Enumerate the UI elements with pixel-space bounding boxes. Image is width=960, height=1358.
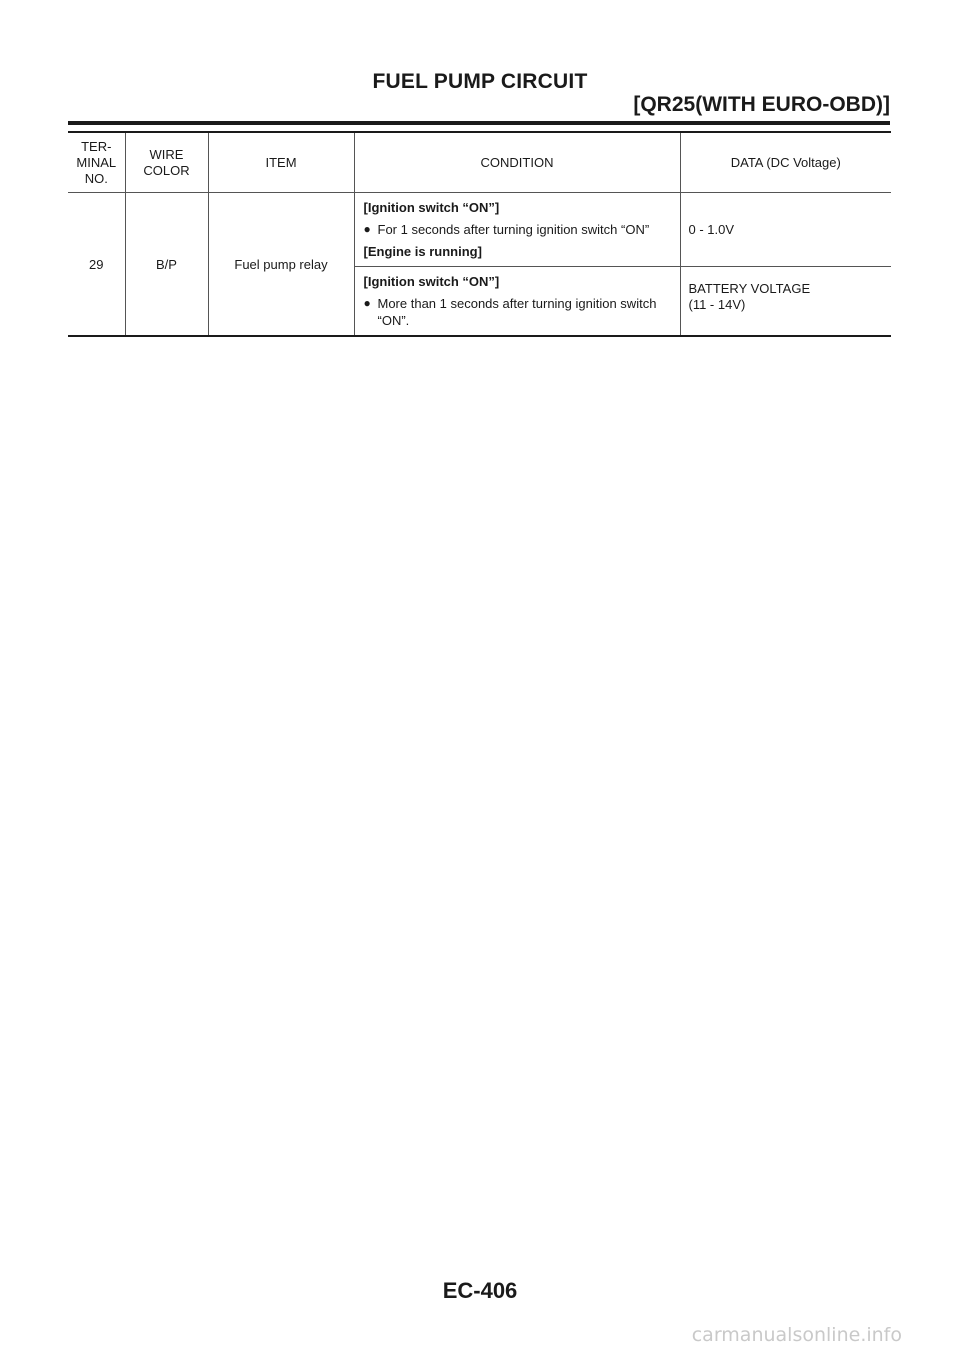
condition-heading: [Ignition switch “ON”] (363, 200, 500, 215)
header-condition: CONDITION (354, 132, 680, 193)
condition-bullet: ● More than 1 seconds after turning ignition switch “ON”. (363, 296, 657, 328)
data-value: BATTERY VOLTAGE (11 - 14V) (680, 267, 891, 337)
condition-bullet: ● For 1 seconds after turning ignition switch “ON” (363, 222, 650, 237)
condition-heading-2: [Engine is running] (363, 244, 482, 259)
section-subtitle: [QR25(WITH EURO-OBD)] (633, 93, 890, 116)
header-terminal-no: TER- MINAL NO. (68, 132, 125, 193)
page-number: EC-406 (442, 1278, 518, 1303)
terminal-number: 29 (89, 256, 104, 272)
table-row (68, 193, 891, 267)
watermark: carmanualsonline.info (691, 1324, 902, 1346)
condition-cell (354, 193, 680, 267)
item-name: Fuel pump relay (208, 193, 354, 337)
table-header-row (68, 132, 891, 193)
bullet-icon: ● (363, 222, 371, 236)
header-data: DATA (DC Voltage) (680, 132, 891, 193)
header-item: ITEM (208, 132, 354, 193)
bullet-icon: ● (363, 296, 371, 310)
terminal-spec-table (68, 131, 891, 337)
page-title: FUEL PUMP CIRCUIT (372, 70, 588, 93)
wire-color: B/P (125, 193, 208, 337)
header-wire-color: WIRE COLOR (125, 132, 208, 193)
condition-cell (354, 267, 680, 337)
data-value: 0 - 1.0V (680, 193, 891, 267)
header-rule (68, 121, 890, 125)
condition-heading: [Ignition switch “ON”] (363, 274, 500, 289)
